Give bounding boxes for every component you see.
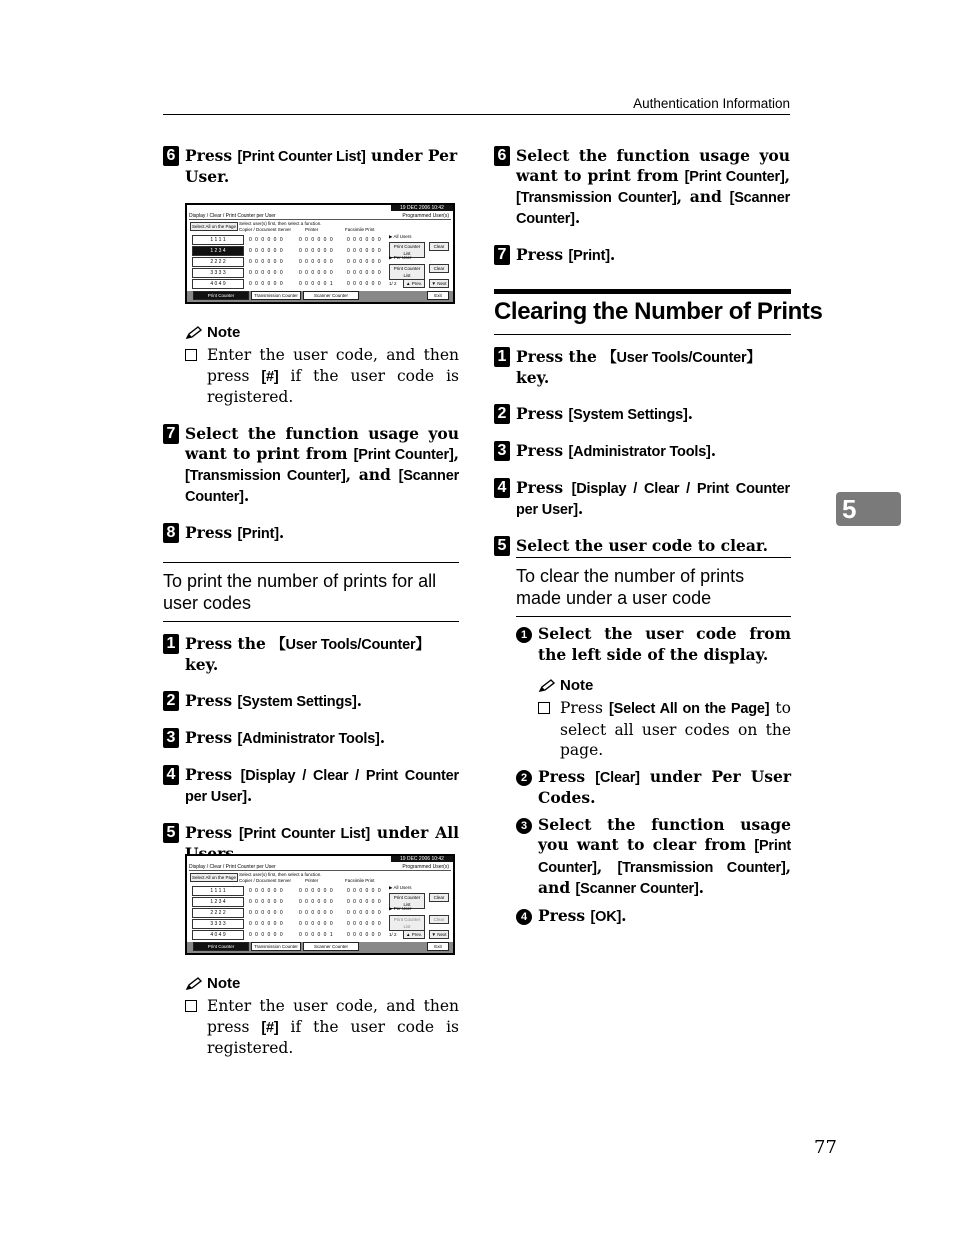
step-4-left: 4 Press [Display / Clear / Print Counter per User]. [163,765,459,807]
step-4-right: 4 Press [Display / Clear / Print Counter per User]. [494,478,790,520]
section-subheading: To clear the number of prints made under a user code [516,566,745,608]
substep-2: 2 Press [Clear] under Per User Codes. [516,767,791,809]
running-header: Authentication Information [633,96,790,111]
substep-4: 4 Press [OK]. [516,906,791,928]
step-7-left: 7 Select the function usage you want to print from [Print Counter], [Transmission Counter], and [Scanner Counter]. [163,424,459,507]
screen-capture-2: 19 DEC 2006 10:42 Display / Clear / Print Counter per User Programmed User(s) Select All on the Page Select user(s) first, then select a function. Copier / Document Server Printer Facsimile Print 1 1 1 1 1 2 3 4 2 2 2 2 3 3 3 3 4 0 4 9 0 0 0 0 0 0 0 0 0 0 0 0 0 0 0 0 0 0 0 0 0 0 0 0 0 0 0 0 0 0 0 0 0 0 0 0 0 0 0 0 0 0 0 0 0 0 0 0 0 0 0 0 0 0 0 0 0 0 0 1 0 0 0 0 0 0 0 0 0 0 0 0 0 0 0 0 0 0 0 0 0 0 0 0 0 0 0 0 0 0 ▶ All Users Print Counter List Clear ▶ Per User Print Counter List Clear 1/ 2 ▲ Prev. ▼ Next Print Counter Transmission Counter Scanner Counter Exit [185,854,455,955]
pencil-icon [185,326,203,340]
left-steps-all-users [163,634,459,864]
step-5-right: 5 Select the user code to clear. [494,536,790,556]
right-substeps [516,624,791,927]
note-title: Note [207,324,241,341]
heading-underline [494,334,791,335]
note-1 [185,324,459,408]
note-text: Enter the user code, and then press [#] if the user code is registered. [185,996,459,1059]
step-1-right: 1 Press the 【User Tools/Counter】 key. [494,347,790,388]
left-section [163,562,459,622]
step-1-left: 1 Press the 【User Tools/Counter】 key. [163,634,459,675]
pencil-icon [538,679,556,693]
note-text: Enter the user code, and then press [#] if the user code is registered. [185,345,459,408]
note-text: Press [Select All on the Page] to select all user codes on the page. [538,698,791,761]
right-section [516,557,791,617]
page-number: 77 [814,1137,837,1158]
step-3-left: 3 Press [Administrator Tools]. [163,728,459,749]
screen-capture-1: 19 DEC 2006 10:42 Display / Clear / Print Counter per User Programmed User(s) Select All on the Page Select user(s) first, then select a function. Copier / Document Server Printer Facsimile Print 1 1 1 1 1 2 3 4 2 2 2 2 3 3 3 3 4 0 4 9 0 0 0 0 0 0 0 0 0 0 0 0 0 0 0 0 0 0 0 0 0 0 0 0 0 0 0 0 0 0 0 0 0 0 0 0 0 0 0 0 0 0 0 0 0 0 0 0 0 0 0 0 0 0 0 0 0 0 0 1 0 0 0 0 0 0 0 0 0 0 0 0 0 0 0 0 0 0 0 0 0 0 0 0 0 0 0 0 0 0 ▶ All Users Print Counter List Clear ▶ Per User Print Counter List Clear 1/ 2 ▲ Prev. ▼ Next Print Counter Transmission Counter Scanner Counter Exit [185,203,455,304]
chapter-tab: 5 [836,492,901,526]
step-2-right: 2 Press [System Settings]. [494,404,790,425]
right-steps-clear [494,347,790,556]
section-heading: Clearing the Number of Prints [494,298,823,325]
section-subheading: To print the number of prints for all user codes [163,571,437,613]
step-8-left: 8 Press [Print]. [163,523,459,544]
substep-1: 1 Select the user code from the left side of the display. [516,624,791,665]
step-5-left: 5 Press [Print Counter List] under All [163,823,459,864]
pencil-icon [185,977,203,991]
step-6-left: 6 Press [Print Counter List] under Per User. [163,146,459,187]
step-number: 6 [163,146,179,166]
substep-3: 3 Select the function usage you want to clear from [Print Counter], [Transmission Counter], and [Scanner Counter]. [516,815,791,900]
step-3-right: 3 Press [Administrator Tools]. [494,441,790,462]
note-title: Note [207,975,241,992]
left-column [163,146,459,187]
header-rule [163,114,790,115]
note-2 [185,975,459,1059]
step-7-right: 7 Press [Print]. [494,245,790,266]
heading-rule [494,289,791,294]
right-column-top [494,146,790,266]
step-2-left: 2 Press [System Settings]. [163,691,459,712]
note-title: Note [560,677,594,694]
left-steps-7-8 [163,424,459,544]
step-6-right: 6 Select the function usage you want to print from [Print Counter], [Transmission Counter], and [Scanner Counter]. [494,146,790,229]
note-3 [516,677,791,761]
